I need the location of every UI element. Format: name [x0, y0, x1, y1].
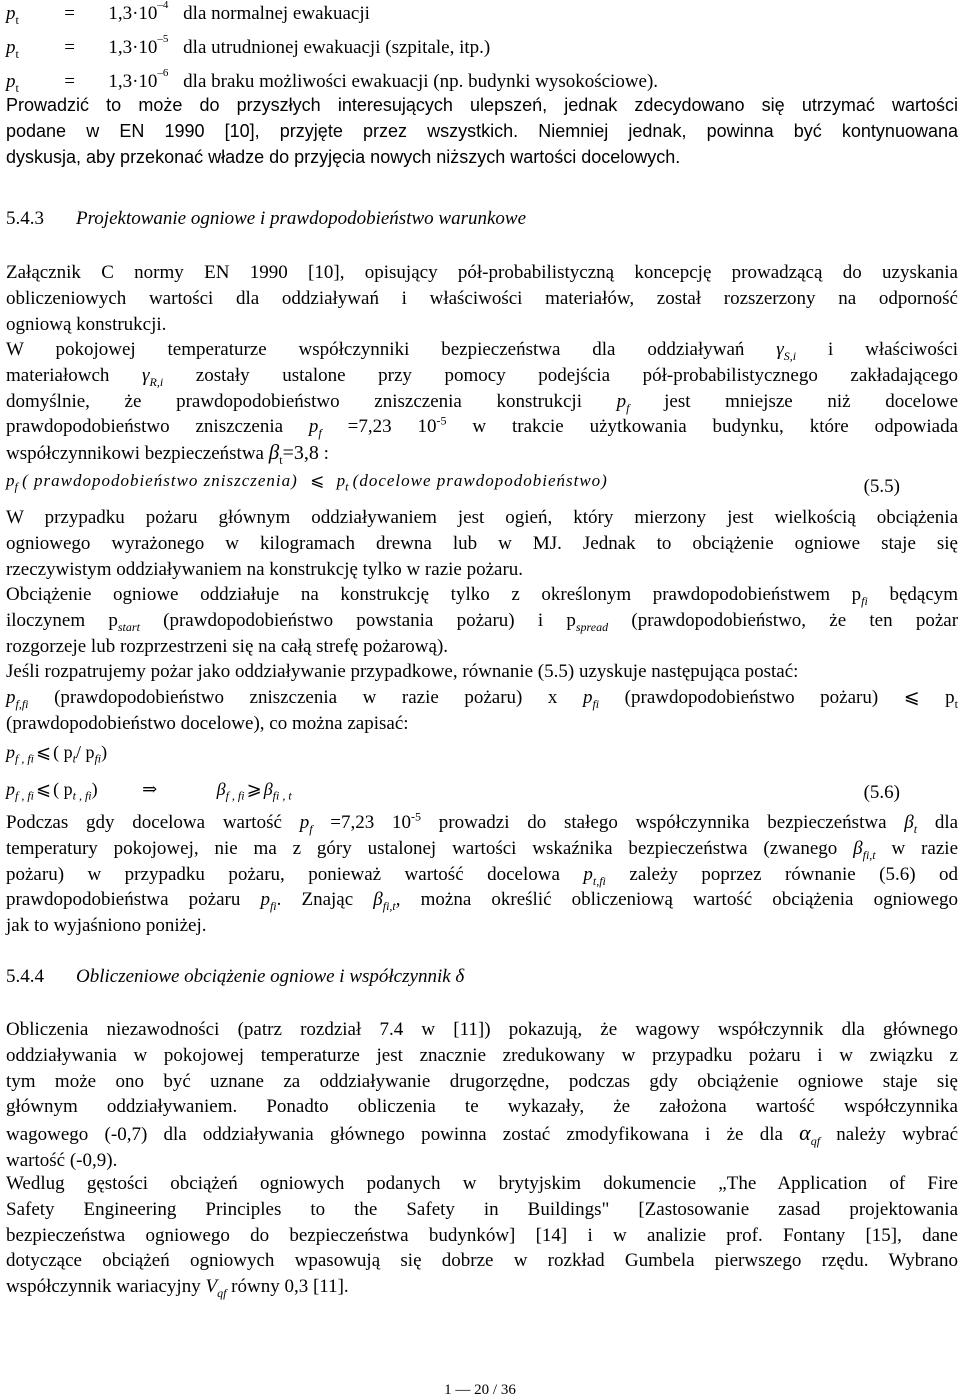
equation-5-6: $p_{f , fi}$ ⩽ ( $p_{t , fi}$) ⇒ $\beta_{f , fi}$ ⩾ $\beta_{fi , t}$ (5.6) [6, 779, 900, 803]
paragraph: Obliczenia niezawodności (patrz rozdział 7.4 w [11]) pokazują, że wagowy współczynnik dla głównego oddziaływania w pokojowej temperaturze jest znacznie zredukowany w przypadku pożaru i w związku z tym może ono być uznane za oddziaływanie drugorzędne, podczas gdy obciążenie ogniowe staje się głównym oddziaływaniem. Ponadto obliczenia te wykazały, że założona wartość współczynnika wagowego (-0,7) dla oddziaływania głównego powinna zostać zmodyfikowana i że dla $\alpha_{qf}$ należy wybrać wartość (-0,9). [6, 1019, 958, 1171]
paragraph: Wedlug gęstości obciążeń ogniowych podanych w brytyjskim dokumencie „The Application of Fire Safety Engineering Principles to the Safety in Buildings" [Zastosowanie zasad projektowania bezpieczeństwa ogniowego do bezpieczeństwa budynków] [14] i w analizie prof. Fontany [15], dane dotyczące obciążeń ogniowych wpasowują się dobrze w rozkład Gumbela pierwszego rzędu. Wybrano współczynnik wariacyjny $V_{qf}$ równy 0,3 [11]. [6, 1173, 958, 1300]
paragraph: W przypadku pożaru głównym oddziaływaniem jest ogień, który mierzony jest wielkością obciążenia ogniowego wyrażonego w kilogramach drewna lub w MJ. Jednak to obciążenie ogniowe staje się rzeczywistym oddziaływaniem na konstrukcję tylko w razie pożaru. [6, 507, 958, 580]
page-number: 1 — 20 / 36 [444, 1382, 516, 1398]
equation-5-5: $p_f$ ( prawdopodobieństwo zniszczenia) ⩽ $p_t$ (docelowe prawdopodobieństwo) (5.5) [6, 471, 900, 497]
paragraph: Podczas gdy docelowa wartość $p_f =7,23$ $10^{-5}$ prowadzi do stałego współczynnika bezpieczeństwa $\beta_t$ dla temperatury pokojowej, nie ma z góry ustalonej wartości wskaźnika bezpieczeństwa (zwanego $\beta_{fi,t}$ w razie pożaru) w przypadku pożaru, ponieważ wartość docelowa $p_{t,fi}$ zależy poprzez równanie (5.6) od prawdopodobieństwa pożaru $p_{fi}$. Znając $\beta_{fi,t}$, można określić obliczeniową wartość obciążenia ogniowego jak to wyjaśniono poniżej. [6, 809, 959, 937]
list-item: $p_t = 1,3\cdot 10^{-6}$ dla braku możliwości ewakuacji (np. budynki wysokościowe). [6, 66, 659, 95]
paragraph: Prowadzić to może do przyszłych interesujących ulepszeń, jednak zdecydowano się utrzymać wartości podane w EN 1990 [10], przyjęte przez wszystkich. Niemniej jednak, powinna być kontynuowana dyskusja, aby przekonać władze do przyjęcia nowych niższych wartości docelowych. [6, 95, 958, 167]
equation-number: (5.6) [863, 782, 900, 803]
paragraph: W pokojowej temperaturze współczynniki bezpieczeństwa dla oddziaływań $\gamma_{S,i}$ i właściwości materiałowch $\gamma_{R,i}$ zostały ustalone przy pomocy podejścia pół-probabilistycznego zakładającego domyślnie, że prawdopodobieństwo zniszczenia konstrukcji $p_f$ jest mniejsze niż docelowe prawdopodobieństwo zniszczenia $p_f =7,23$ $10^{-5}$ w trakcie użytkowania budynku, które odpowiada współczynnikowi bezpieczeństwa $\beta_t=3,8$ : [6, 339, 959, 467]
section-heading: 5.4.4 Obliczeniowe obciążenie ogniowe i współczynnik δ [6, 966, 465, 987]
list-item: $p_t = 1,3\cdot 10^{-4}$ dla normalnej ewakuacji [6, 0, 370, 27]
list-item: $p_t = 1,3\cdot 10^{-5}$ dla utrudnionej ewakuacji (szpitale, itp.) [6, 32, 491, 61]
equation-ratio: $p_{f , fi}$ ⩽ ( $p_t/$ $p_{fi}$) [6, 742, 108, 766]
paragraph: Załącznik C normy EN 1990 [10], opisujący pół-probabilistyczną koncepcję prowadzącą do uzyskania obliczeniowych wartości dla oddziaływań i właściwości materiałów, został rozszerzony na odporność ogniową konstrukcji. [6, 262, 958, 335]
paragraph: Obciążenie ogniowe oddziałuje na konstrukcję tylko z określonym prawdopodobieństwem $p_{fi}$ będącym iloczynem $p_{start}$ (prawdopodobieństwo powstania pożaru) i $p_{spread}$ (prawdopodobieństwo, że ten pożar rozgorzeje lub rozprzestrzeni się na całą strefę pożarową). [6, 584, 959, 657]
paragraph: Jeśli rozpatrujemy pożar jako oddziaływanie przypadkowe, równanie (5.5) uzyskuje następująca postać: $p_{f,fi}$ (prawdopodobieństwo zniszczenia w razie pożaru) x $p_{fi}$ (prawdopodobieństwo pożaru) ⩽ $p_t$ (prawdopodobieństwo docelowe), co można zapisać: [6, 661, 959, 734]
section-heading: 5.4.3 Projektowanie ogniowe i prawdopodobieństwo warunkowe [6, 208, 526, 229]
equation-number: (5.5) [863, 476, 900, 497]
